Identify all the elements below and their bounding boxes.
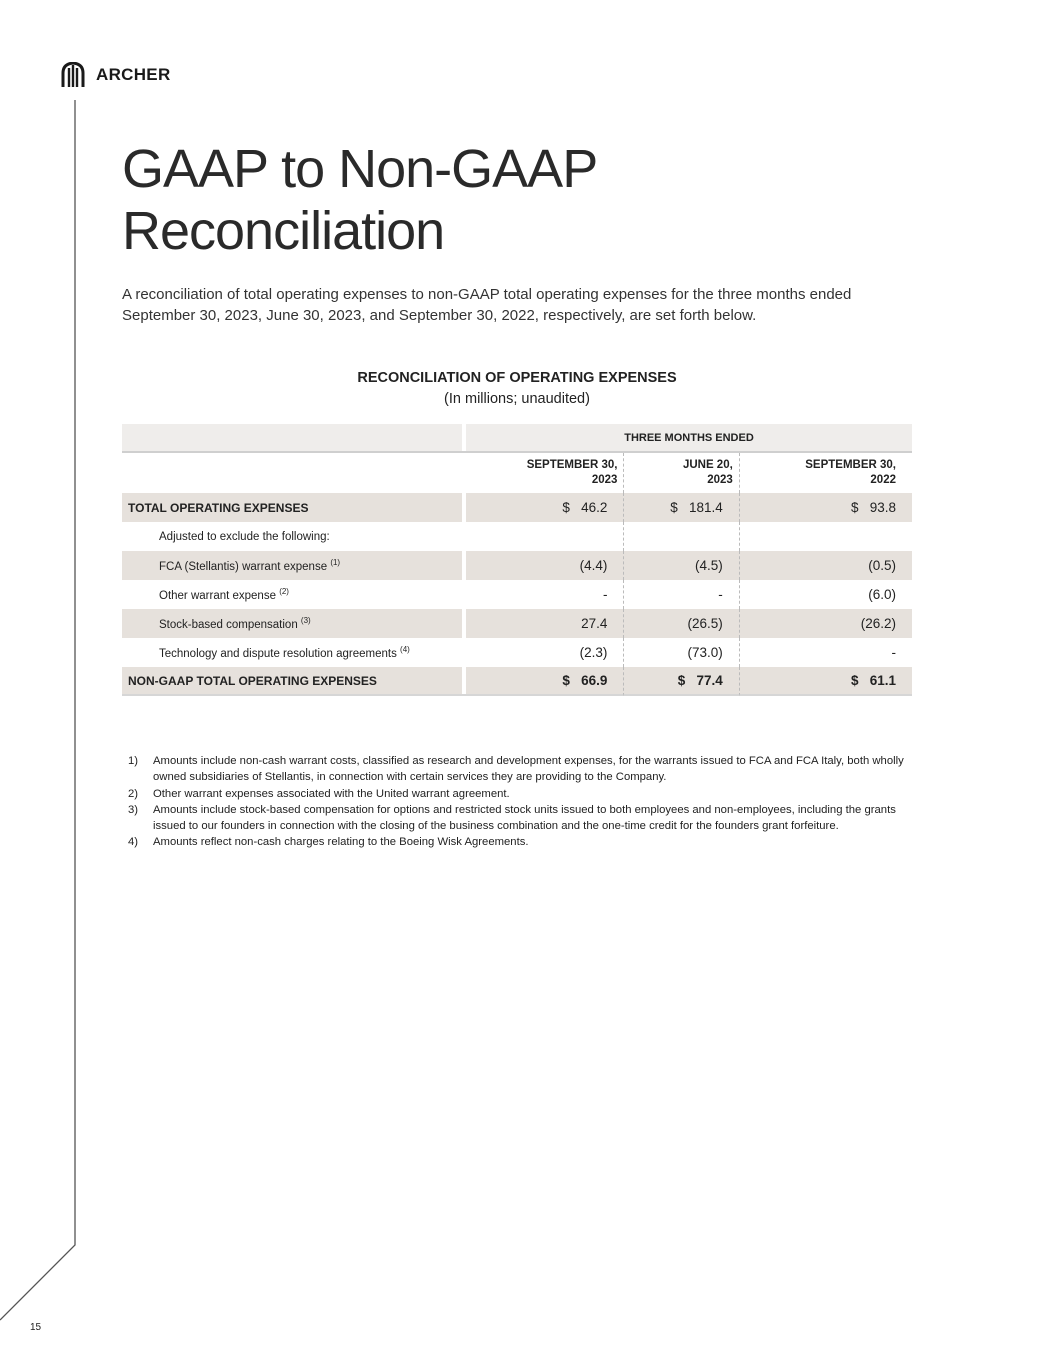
band-header: THREE MONTHS ENDED	[466, 424, 912, 453]
intro-paragraph: A reconciliation of total operating expenses to non-GAAP total operating expenses for the three months ended September 30, 2023, June 30, 2023, and September 30, 2022, respectively, are set forth below.	[122, 286, 852, 324]
row-value: -	[624, 580, 739, 609]
column-header: SEPTEMBER 30, 2023	[466, 453, 624, 493]
row-label: TOTAL OPERATING EXPENSES	[122, 493, 462, 522]
footnote: 1) Amounts include non-cash warrant costs, classified as research and development expenses, for the warrants issued to FCA and FCA Italy, both wholly owned subsidiaries of Stellantis, in connection with certain services they are providing to the Company.	[128, 755, 904, 784]
footnote-ref: (2)	[279, 587, 289, 597]
row-value: (6.0)	[868, 587, 896, 602]
footnote: 2) Other warrant expenses associated with the United warrant agreement.	[128, 787, 510, 800]
row-value: $ 66.9	[466, 667, 624, 696]
page-title: GAAP to Non-GAAP Reconciliation	[122, 139, 597, 261]
row-value: (4.4)	[466, 551, 624, 580]
row-label: FCA (Stellantis) warrant expense $^{(1)}$	[122, 551, 462, 580]
row-value: $ 77.4	[624, 667, 739, 696]
table-row	[122, 551, 912, 580]
archer-logo-icon	[60, 62, 86, 88]
row-value: $ 181.4	[624, 493, 739, 522]
footnote: 4) Amounts reflect non-cash charges relating to the Boeing Wisk Agreements.	[128, 836, 529, 849]
row-value: $ 46.2	[466, 493, 624, 522]
table-row	[122, 638, 912, 667]
row-value: (26.5)	[624, 609, 739, 638]
table-subtitle: (In millions; unaudited)	[444, 391, 590, 407]
table-row	[122, 609, 912, 638]
table-row	[122, 522, 912, 551]
footnotes	[122, 753, 922, 851]
table-row	[122, 580, 912, 609]
row-value: $ 93.8	[740, 493, 912, 522]
row-value: 27.4	[466, 609, 624, 638]
row-label: NON-GAAP TOTAL OPERATING EXPENSES	[122, 667, 462, 696]
row-value: (2.3)	[466, 638, 624, 667]
row-value: -	[466, 580, 624, 609]
archer-logo	[60, 62, 171, 88]
brand-name: ARCHER	[96, 65, 171, 84]
row-value: (73.0)	[624, 638, 739, 667]
footnote-ref: (3)	[300, 616, 311, 626]
row-value	[466, 522, 624, 551]
page-number: 15	[30, 1322, 42, 1333]
reconciliation-table	[122, 424, 912, 696]
row-value: $ 61.1	[740, 667, 912, 696]
row-value: -	[891, 645, 896, 660]
row-value: (26.2)	[740, 609, 912, 638]
row-label: Adjusted to exclude the following:	[159, 530, 330, 543]
row-value: (4.5)	[624, 551, 739, 580]
band-empty	[122, 424, 462, 453]
footnote-ref: (4)	[400, 645, 410, 655]
table-row	[122, 493, 912, 522]
column-header: JUNE 20, 2023	[624, 453, 739, 493]
row-label: Technology and dispute resolution agreements $^{(4)}$	[159, 645, 410, 660]
column-header: SEPTEMBER 30, 2022	[805, 459, 896, 486]
row-label: Stock-based compensation $^{(3)}$	[122, 609, 462, 638]
footnote-ref: (1)	[330, 558, 341, 568]
row-label: Other warrant expense $^{(2)}$	[159, 587, 289, 602]
row-value: (0.5)	[740, 551, 912, 580]
footnote: 3) Amounts include stock-based compensation for options and restricted stock units issued to both employees and non-employees, including the grants issued to our founders in connection with the closing of the business combination and the one-time credit for the founders grant forfeiture.	[128, 803, 896, 833]
table-title: RECONCILIATION OF OPERATING EXPENSES	[357, 370, 677, 386]
row-value	[740, 522, 912, 551]
row-value	[624, 522, 739, 551]
table-row	[122, 667, 912, 696]
